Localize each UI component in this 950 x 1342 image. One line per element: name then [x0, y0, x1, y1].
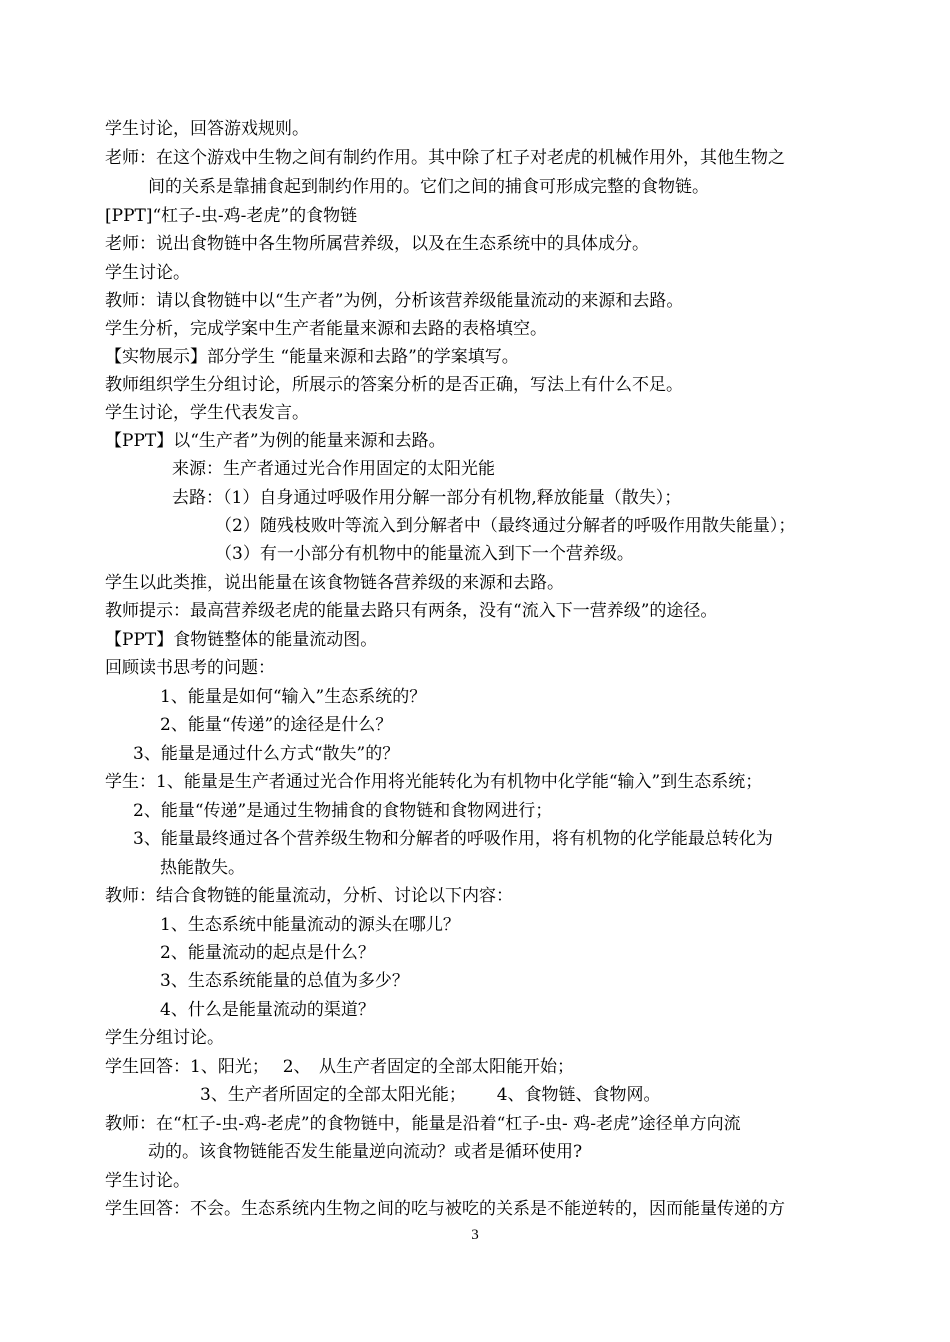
text-line: 【PPT】以“生产者”为例的能量来源和去路。 — [105, 431, 446, 451]
text-line: 教师：在“杠子-虫-鸡-老虎”的食物链中，能量是沿着“杠子-虫- 鸡-老虎”途径单方向流 — [105, 1114, 741, 1134]
text-line: [PPT]“杠子-虫-鸡-老虎”的食物链 — [105, 206, 358, 226]
text-line: 来源：生产者通过光合作用固定的太阳光能 — [172, 459, 495, 479]
text-line: 【PPT】食物链整体的能量流动图。 — [105, 630, 378, 650]
page-number: 3 — [471, 1227, 479, 1243]
text-line: 1、生态系统中能量流动的源头在哪儿？ — [160, 915, 460, 935]
text-line: 1、能量是如何“输入”生态系统的？ — [160, 687, 427, 707]
text-line: 4、什么是能量流动的渠道？ — [160, 1000, 375, 1020]
text-line: 老师：说出食物链中各生物所属营养级，以及在生态系统中的具体成分。 — [105, 234, 649, 254]
text-line: 教师组织学生分组讨论，所展示的答案分析的是否正确，写法上有什么不足。 — [105, 375, 683, 395]
text-line: 老师：在这个游戏中生物之间有制约作用。其中除了杠子对老虎的机械作用外，其他生物之 — [105, 148, 785, 168]
text-line: 学生分析，完成学案中生产者能量来源和去路的表格填空。 — [105, 319, 547, 339]
text-line: 学生讨论。 — [105, 1171, 190, 1191]
text-line: 3、能量是通过什么方式“散失”的？ — [133, 744, 400, 764]
text-line: 教师：请以食物链中以“生产者”为例，分析该营养级能量流动的来源和去路。 — [105, 291, 684, 311]
text-line: （2）随残枝败叶等流入到分解者中（最终通过分解者的呼吸作用散失能量）； — [215, 516, 796, 536]
text-line: 学生回答：不会。生态系统内生物之间的吃与被吃的关系是不能逆转的，因而能量传递的方 — [105, 1199, 785, 1219]
text-line: 3、能量最终通过各个营养级生物和分解者的呼吸作用，将有机物的化学能最总转化为 — [133, 829, 773, 849]
text-line: 学生分组讨论。 — [105, 1028, 224, 1048]
text-line: 热能散失。 — [160, 858, 245, 878]
text-line: 3、生态系统能量的总值为多少？ — [160, 971, 409, 991]
text-line: 教师提示：最高营养级老虎的能量去路只有两条，没有“流入下一营养级”的途径。 — [105, 601, 718, 621]
text-line: 教师：结合食物链的能量流动，分析、讨论以下内容： — [105, 886, 513, 906]
text-line: 【实物展示】部分学生 “能量来源和去路”的学案填写。 — [105, 347, 519, 367]
text-line: 去路：（1）自身通过呼吸作用分解一部分有机物,释放能量（散失）； — [172, 488, 682, 508]
text-line: 2、能量流动的起点是什么？ — [160, 943, 375, 963]
text-line: 学生：1、能量是生产者通过光合作用将光能转化为有机物中化学能“输入”到生态系统； — [105, 772, 763, 792]
text-line: 3、生产者所固定的全部太阳光能； 4、食物链、食物网。 — [200, 1085, 661, 1105]
text-line: 学生回答：1、阳光； 2、 从生产者固定的全部太阳能开始； — [105, 1057, 575, 1077]
text-line: 2、能量“传递”是通过生物捕食的食物链和食物网进行； — [133, 801, 553, 821]
text-line: 学生讨论，回答游戏规则。 — [105, 119, 309, 139]
text-line: 学生讨论。 — [105, 263, 190, 283]
text-line: 2、能量“传递”的途径是什么？ — [160, 715, 393, 735]
text-line: 动的。该食物链能否发生能量逆向流动？或者是循环使用? — [148, 1142, 583, 1162]
text-line: 间的关系是靠捕食起到制约作用的。它们之间的捕食可形成完整的食物链。 — [148, 177, 709, 197]
text-line: 学生讨论，学生代表发言。 — [105, 403, 309, 423]
text-line: 回顾读书思考的问题： — [105, 658, 275, 678]
text-line: 学生以此类推，说出能量在该食物链各营养级的来源和去路。 — [105, 573, 564, 593]
text-line: （3）有一小部分有机物中的能量流入到下一个营养级。 — [215, 544, 634, 564]
